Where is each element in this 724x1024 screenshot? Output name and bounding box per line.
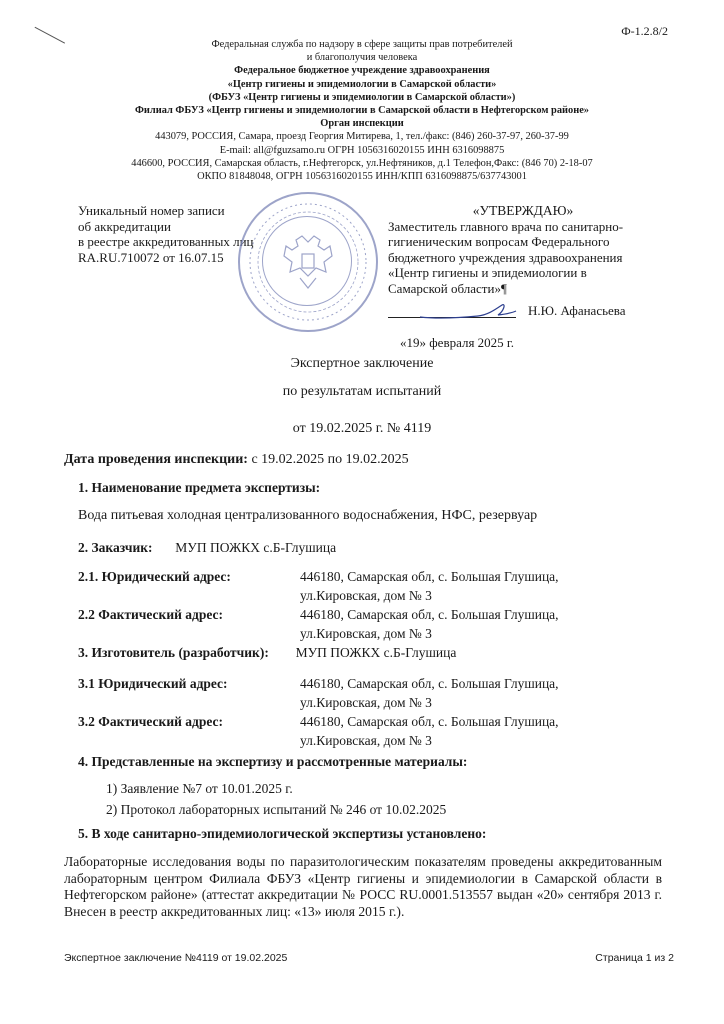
header-line-2: и благополучия человека: [306, 52, 418, 64]
inspection-date-label: Дата проведения инспекции:: [64, 452, 248, 467]
section-2-2-line-1: 446180, Самарская обл, с. Большая Глушица,: [300, 607, 559, 622]
signer-name: Н.Ю. Афанасьева: [528, 303, 626, 318]
section-3-2-address: [300, 712, 680, 750]
section-1-value: Вода питьевая холодная централизованного водоснабжения, НФС, резервуар: [78, 508, 538, 523]
header-line-10: 446600, РОССИЯ, Самарская область, г.Нефтегорск, ул.Нефтяников, д.1 Телефон,Факс: (846 70) 2-18-07: [131, 157, 593, 169]
section-3-manufacturer: [78, 645, 456, 661]
signature-row: [388, 303, 658, 323]
section-2-customer: [78, 540, 336, 556]
approval-line-4: «Центр гигиены и эпидемиологии в: [388, 265, 587, 281]
section-4-item-2: 2) Протокол лабораторных испытаний № 246 от 10.02.2025: [106, 802, 447, 817]
section-2-value: МУП ПОЖКХ с.Б-Глушица: [175, 540, 337, 555]
approval-line-1: Заместитель главного врача по санитарно-: [388, 218, 624, 234]
double-headed-eagle-icon: [280, 232, 336, 292]
approval-line-5: Самарской области»¶: [388, 280, 507, 296]
inspection-date-value: с 19.02.2025 по 19.02.2025: [247, 452, 409, 467]
section-3-1-label: 3.1 Юридический адрес:: [78, 676, 228, 691]
header-line-11: ОКПО 81848048, ОГРН 1056316020155 ИНН/КПП 6316098875/637743001: [197, 171, 527, 183]
footer-document-ref: Экспертное заключение №4119 от 19.02.2025: [64, 952, 288, 964]
header-line-3: Федеральное бюджетное учреждение здравоохранения: [234, 65, 490, 77]
section-2-1-label: 2.1. Юридический адрес:: [78, 569, 231, 584]
section-2-2-label: 2.2 Фактический адрес:: [78, 607, 223, 622]
document-subtitle: по результатам испытаний: [282, 384, 442, 399]
section-4-heading: 4. Представленные на экспертизу и рассмотренные материалы:: [78, 754, 468, 769]
section-5-text: Лабораторные исследования воды по паразитологическим показателям проведены аккредитованным лабораторным центром Филиала ФБУЗ «Центр гигиены и эпидемиологии в Самарской области в Нефтегорском районе» (аттестат аккредитации № РОСС RU.0001.513557 выдан «20» сентября 2013 г. Внесен в реестр аккредитованных лиц: «13» июля 2015 г.).: [64, 854, 662, 919]
section-2-1-line-1: 446180, Самарская обл, с. Большая Глушица,: [300, 569, 559, 584]
document-date-number: от 19.02.2025 г. № 4119: [292, 421, 432, 436]
inspection-date: [64, 452, 409, 468]
section-2-label: 2. Заказчик:: [78, 540, 153, 555]
approval-block: [388, 203, 658, 297]
header-line-8: 443079, РОССИЯ, Самара, проезд Георгия Митирева, 1, тел./факс: (846) 260-37-97, 260-37-99: [155, 131, 569, 143]
section-3-label: 3. Изготовитель (разработчик):: [78, 645, 269, 660]
registry-line-2: об аккредитации: [78, 218, 171, 234]
approval-line-3: бюджетного учреждения здравоохранения: [388, 249, 623, 265]
section-4-item-1: 1) Заявление №7 от 10.01.2025 г.: [106, 781, 293, 796]
document-title: Экспертное заключение: [290, 356, 434, 371]
form-code: Ф-1.2.8/2: [621, 24, 668, 38]
section-3-value: МУП ПОЖКХ с.Б-Глушица: [295, 645, 457, 660]
section-3-1-line-1: 446180, Самарская обл, с. Большая Глушица,: [300, 676, 559, 691]
official-seal-stamp: [238, 192, 378, 332]
registry-line-4: RA.RU.710072 от 16.07.15: [78, 249, 224, 265]
approval-line-2: гигиеническим вопросам Федерального: [388, 234, 610, 250]
section-2-1-line-2: ул.Кировская, дом № 3: [300, 588, 432, 603]
footer-page-number: Страница 1 из 2: [595, 952, 674, 964]
header-line-4: «Центр гигиены и эпидемиологии в Самарской области»: [227, 78, 497, 90]
section-1-heading: 1. Наименование предмета экспертизы:: [78, 480, 321, 495]
section-2-2-address: [300, 605, 680, 643]
section-3-2-line-2: ул.Кировская, дом № 3: [300, 733, 432, 748]
approval-date: «19» февраля 2025 г.: [400, 335, 515, 350]
header-line-5: (ФБУЗ «Центр гигиены и эпидемиологии в Самарской области»): [208, 91, 516, 103]
registry-line-3: в реестре аккредитованных лиц: [78, 234, 254, 249]
section-2-2-line-2: ул.Кировская, дом № 3: [300, 626, 432, 641]
organization-header: [60, 38, 664, 183]
section-3-2-label: 3.2 Фактический адрес:: [78, 714, 223, 729]
header-line-7: Орган инспекции: [320, 118, 404, 130]
section-3-2-line-1: 446180, Самарская обл, с. Большая Глушица,: [300, 714, 559, 729]
header-line-6: Филиал ФБУЗ «Центр гигиены и эпидемиологии в Самарской области в Нефтегорском районе»: [134, 105, 590, 117]
section-5-heading: 5. В ходе санитарно-эпидемиологической экспертизы установлено:: [78, 826, 487, 841]
registry-line-1: Уникальный номер записи: [78, 203, 225, 218]
section-2-1-address: [300, 567, 680, 605]
header-line-9: E-mail: all@fguzsamo.ru ОГРН 1056316020155 ИНН 6316098875: [219, 144, 505, 156]
header-line-1: Федеральная служба по надзору в сфере защиты прав потребителей: [211, 39, 513, 50]
section-3-1-line-2: ул.Кировская, дом № 3: [300, 695, 432, 710]
handwritten-signature-icon: [418, 301, 518, 321]
approval-title: «УТВЕРЖДАЮ»: [472, 203, 574, 218]
section-3-1-address: [300, 674, 680, 712]
page-footer: [64, 952, 674, 966]
